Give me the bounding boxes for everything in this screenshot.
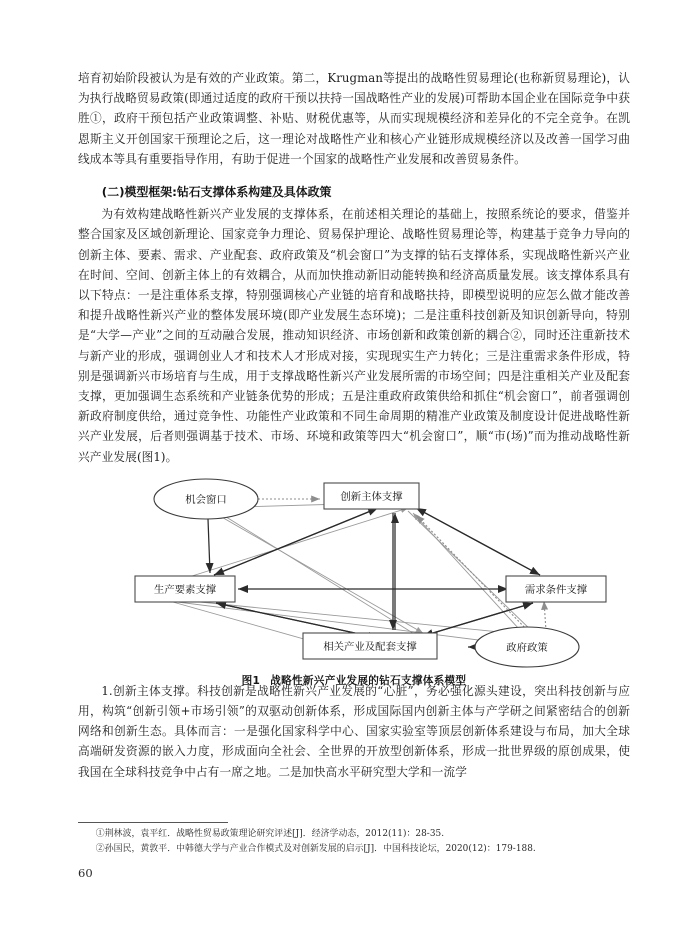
figure-caption [78,673,630,688]
footnote-2: ②孙国民，黄敦平．中韩德大学与产业合作模式及对创新发展的启示[J]．中国科技论坛，2020(12)：179-188. [95,844,536,855]
node-label-government-policy: 政府政策 [506,641,548,654]
node-demand-condition[interactable] [506,576,606,602]
footnote-rule [78,822,228,823]
paragraph-2: 为有效构建战略性新兴产业发展的支撑体系，在前述相关理论的基础上，按照系统论的要求，借鉴并整合国家及区域创新理论、国家竞争力理论、贸易保护理论、战略性贸易理论等，构建基于竞争力导向的创新主体、要素、需求、产业配套、政府政策及“机会窗口”为支撑的钻石支撑体系，实现战略性新兴产业在时间、空间、创新主体上的有效耦合，从而加快推动新旧动能转换和经济高质量发展。该支撑体系具有以下特点：一是注重体系支撑，特别强调核心产业链的培育和战略扶持，即模型说明的应怎么做才能改善和提升战略性新兴产业的整体发展环境(即产业发展生态环境)；二是注重科技创新及知识创新导向，特别是“大学—产业”之间的互动融合发展，推动知识经济、市场创新和政策创新的耦合②，同时还注重新技术与新产业的形成，强调创业人才和技术人才形成对接，实现现实生产力转化；三是注重需求条件形成，特别是强调新兴市场培育与生成，用于支撑战略性新兴产业发展所需的市场空间；四是注重相关产业及配套支撑，更加强调生态系统和产业链条优势的形成；五是注重政府政策供给和抓住“机会窗口”，前者强调创新政府制度供给，通过竞争性、功能性产业政策和不同生命周期的精准产业政策及制度设计促进战略性新兴产业发展，后者则强调基于技术、市场、环境和政策等四大“机会窗口”，顺“市(场)”而为推动战略性新兴产业发展(图1)。 [78,207,630,464]
diamond-support-system-diagram [78,473,630,671]
footnotes-section [78,822,630,858]
node-label-related-industry: 相关产业及配套支撑 [323,640,417,653]
node-label-opportunity-window: 机会窗口 [185,493,227,506]
footnote-1: ①荆林波，袁平红．战略性贸易政策理论研究评述[J]．经济学动态，2012(11)：28-35. [95,829,445,839]
node-label-demand-condition: 需求条件支撑 [524,583,588,596]
page-number: 60 [78,866,93,880]
paragraph-1: 培育初始阶段被认为是有效的产业政策。第二，Krugman等提出的战略性贸易理论(也称新贸易理论)，认为执行战略贸易政策(即通过适度的政府干预以扶持一国战略性产业的发展)可帮助本国企业在国际竞争中获胜①，政府干预包括产业政策调整、补贴、财税优惠等，从而实现规模经济和差异化的不完全竞争。在凯恩斯主义开创国家干预理论之后，这一理论对战略性产业和核心产业链形成规模经济以及改善一国学习曲线成本等具有重要指导作用，有助于促进一个国家的战略性产业发展和改善贸易条件。 [78,71,630,166]
figure-caption-text: 战略性新兴产业发展的钻石支撑体系模型 [270,674,467,687]
page-content [78,68,630,782]
node-label-production-factor: 生产要素支撑 [153,583,217,596]
node-government-policy[interactable] [475,627,579,667]
paragraph-3: 1.创新主体支撑。科技创新是战略性新兴产业发展的“心脏”，务必强化源头建设，突出科技创新与应用，构筑“创新引领+市场引领”的双驱动创新体系，形成国际国内创新主体与产学研之间紧密结合的创新网络和创新生态。具体而言：一是强化国家科学中心、国家实验室等顶层创新体系建设与布局，加大全球高端研发资源的嵌入力度，形成面向全社会、全世界的开放型创新体系，形成一批世界级的原创成果，使我国在全球科技竞争中占有一席之地。二是加快高水平研究型大学和一流学 [78,683,630,779]
figure-1 [78,473,630,687]
node-innovation-subject[interactable] [324,483,419,509]
node-production-factor[interactable] [135,576,235,602]
node-related-industry[interactable] [303,633,437,659]
node-opportunity-window[interactable] [154,479,258,519]
section-heading: (二)模型框架:钻石支撑体系构建及具体政策 [101,185,332,200]
node-label-innovation-subject: 创新主体支撑 [340,490,403,503]
figure-caption-number: 图1 [241,674,261,687]
